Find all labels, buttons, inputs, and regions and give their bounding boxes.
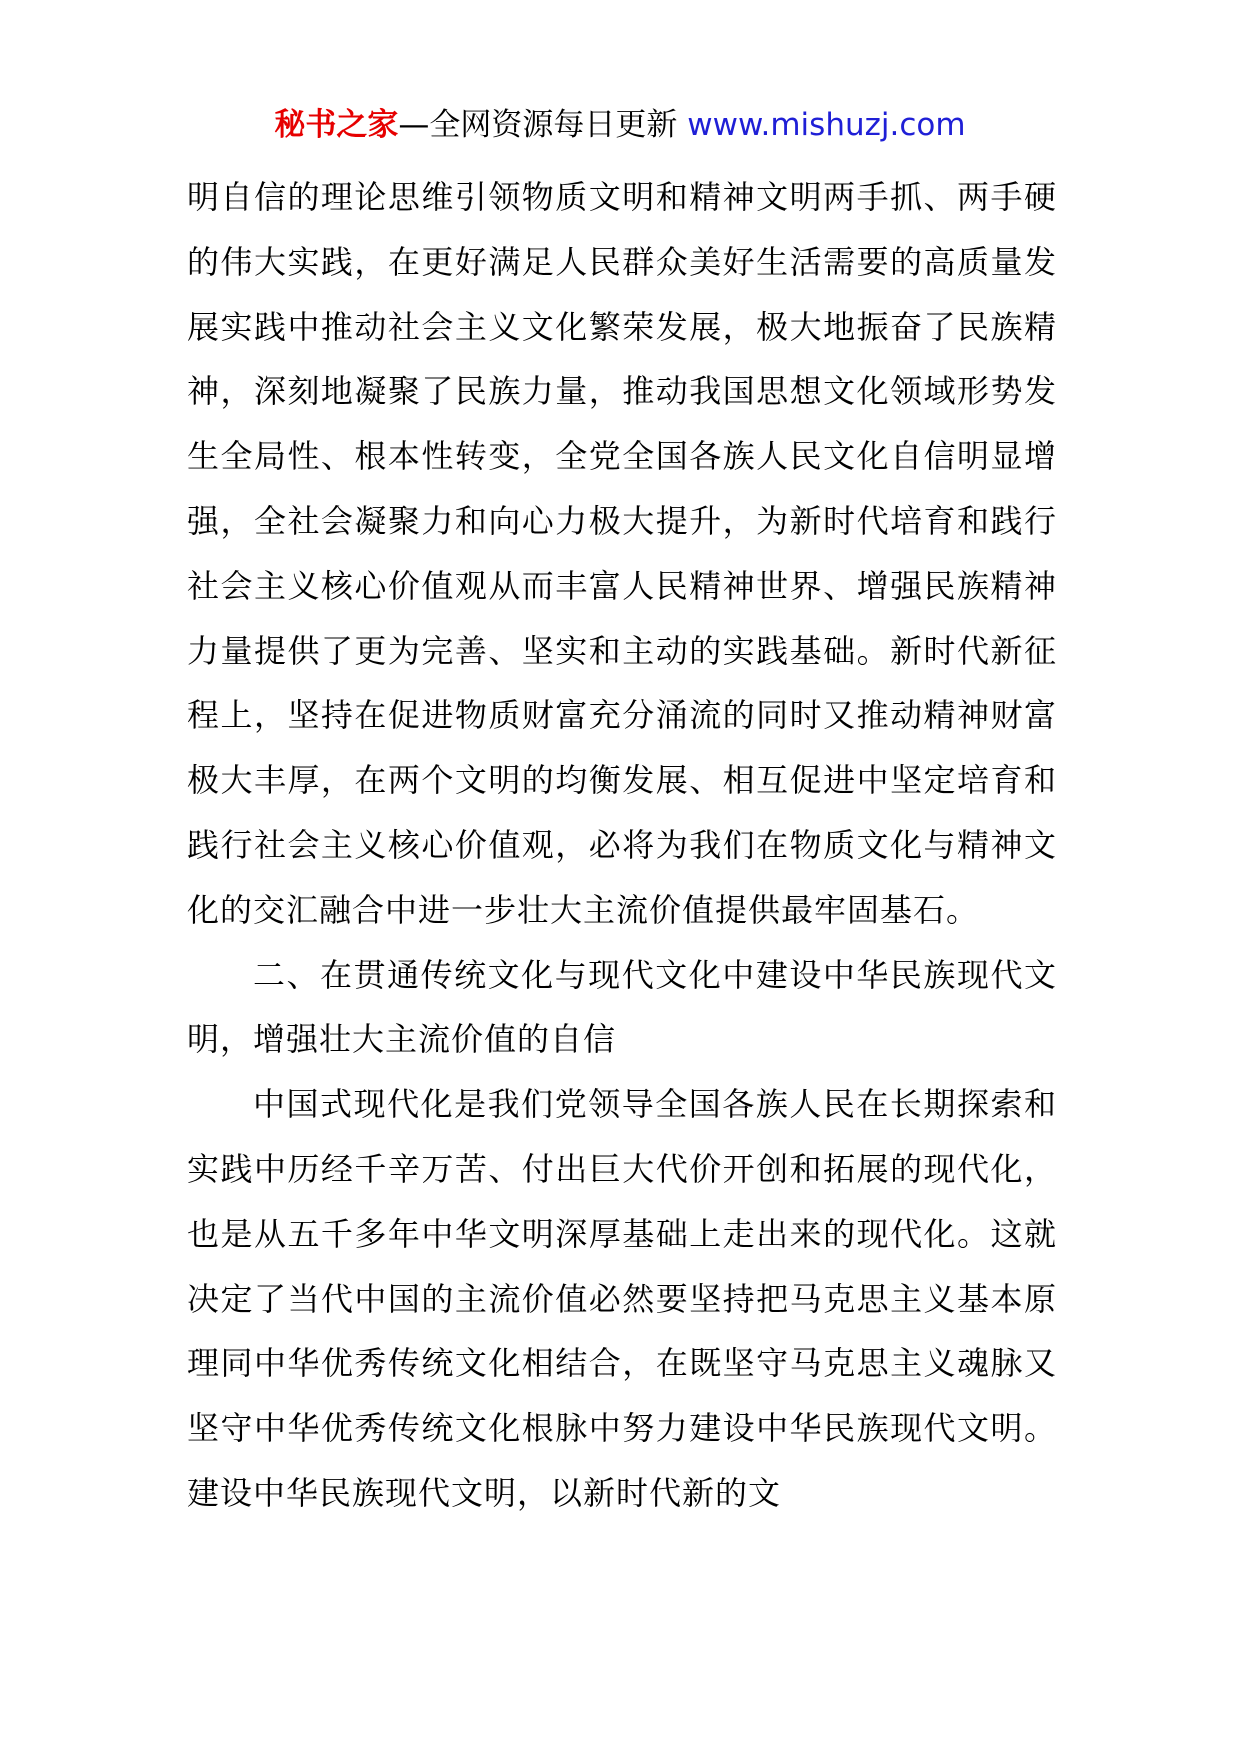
site-url-link[interactable]: www.mishuzj.com <box>687 107 966 143</box>
brand-name: 秘书之家 <box>274 107 399 143</box>
document-body <box>187 165 1057 1526</box>
paragraph-continuation: 明自信的理论思维引领物质文明和精神文明两手抓、两手硬的伟大实践，在更好满足人民群众美好生活需要的高质量发展实践中推动社会主义文化繁荣发展，极大地振奋了民族精神，深刻地凝聚了民族力量，推动我国思想文化领域形势发生全局性、根本性转变，全党全国各族人民文化自信明显增强，全社会凝聚力和向心力极大提升，为新时代培育和践行社会主义核心价值观从而丰富人民精神世界、增强民族精神力量提供了更为完善、坚实和主动的实践基础。新时代新征程上，坚持在促进物质财富充分涌流的同时又推动精神财富极大丰厚，在两个文明的均衡发展、相互促进中坚定培育和践行社会主义核心价值观，必将为我们在物质文化与精神文化的交汇融合中进一步壮大主流价值提供最牢固基石。 <box>187 178 1057 929</box>
paragraph-body: 中国式现代化是我们党领导全国各族人民在长期探索和实践中历经千辛万苦、付出巨大代价开创和拓展的现代化，也是从五千多年中华文明深厚基础上走出来的现代化。这就决定了当代中国的主流价值必然要坚持把马克思主义基本原理同中华优秀传统文化相结合，在既坚守马克思主义魂脉又坚守中华优秀传统文化根脉中努力建设中华民族现代文明。建设中华民族现代文明，以新时代新的文 <box>187 1085 1057 1512</box>
page-header <box>0 103 1240 147</box>
header-tagline: —全网资源每日更新 <box>398 107 688 143</box>
section-heading: 二、在贯通传统文化与现代文化中建设中华民族现代文明，增强壮大主流价值的自信 <box>187 955 1057 1059</box>
